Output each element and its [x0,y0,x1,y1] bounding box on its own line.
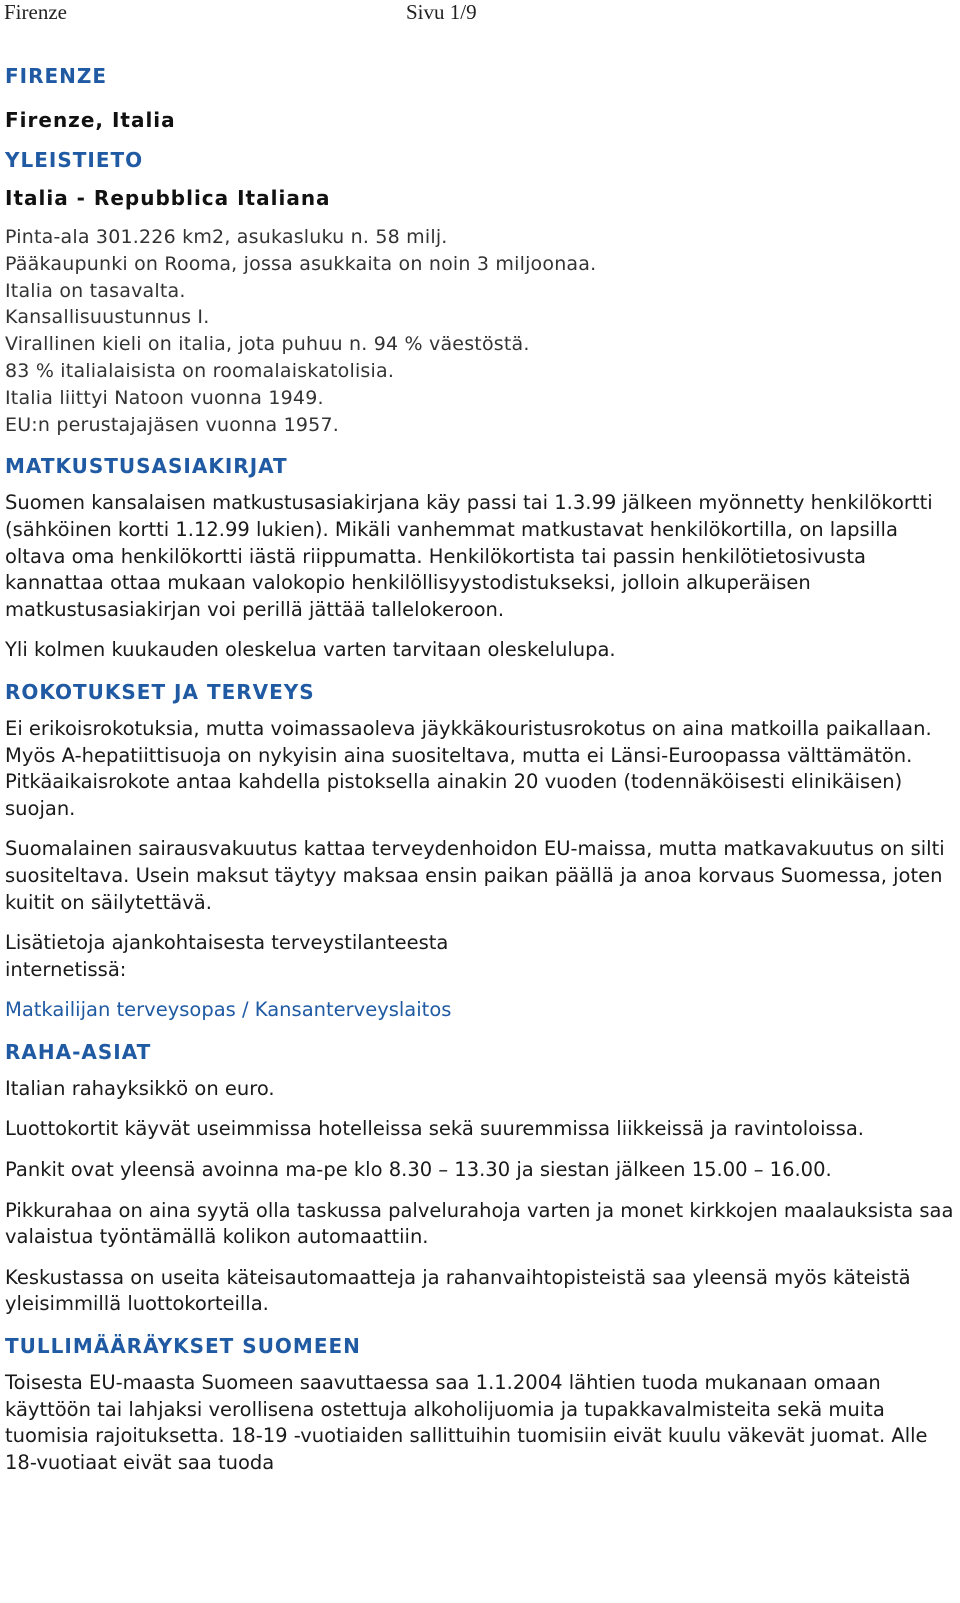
health-paragraph-3 [5,930,955,983]
travel-docs-paragraph-1: Suomen kansalaisen matkustusasiakirjana käy passi tai 1.3.99 jälkeen myönnetty henkilökortti (sähköinen kortti 1.12.99 lukien). Mikäli vanhemmat matkustavat henkilökortilla, on lapsilla oltava oma henkilökortti iästä riippumatta. Henkilökortista tai passin henkilötietosivusta kannattaa ottaa mukaan valokopio henkilöllisyystodistukseksi, jolloin alkuperäisen matkustusasiakirjan voi perillä jättää tallelokeroon. [5,491,933,621]
list-item: 83 % italialaisista on roomalaiskatolisia. [5,359,395,382]
document-title: Firenze [4,0,67,24]
health-info-line-2: internetissä: [5,957,127,981]
money-paragraph-1: Italian rahayksikkö on euro. [5,1076,275,1100]
list-item: Pinta-ala 301.226 km2, asukasluku n. 58 milj. [5,226,448,248]
health-paragraph-2: Suomalainen sairausvakuutus kattaa terveydenhoidon EU-maissa, mutta matkavakuutus on silti suositeltava. Usein maksut täytyy maksaa ensin paikan päällä ja anoa korvaus Suomessa, joten kuitit on säilytettävä. [5,837,945,914]
health-paragraph-1: Ei erikoisrokotuksia, mutta voimassaoleva jäykkäkouristusrokotus on aina matkoilla paikallaan. Myös A-hepatiittisuoja on nykyisin aina suositeltava, mutta ei Länsi-Euroopassa välttämätön. Pitkäaikaisrokote antaa kahdella pistoksella ainakin 20 vuoden (todennäköisesti elinikäisen) suojan. [5,716,932,820]
general-facts-list [5,224,955,438]
section-heading-money: RAHA-ASIAT [5,1039,152,1064]
customs-paragraph-1: Toisesta EU-maasta Suomeen saavuttaessa saa 1.1.2004 lähtien tuoda mukanaan omaan käyttöön tai lahjaksi verollisena ostettuja alkoholijuomia ja tupakkavalmisteita sekä muita tuomisia rajoituksetta. 18-19 -vuotiaiden sallittuihin tuomisiin eivät kuulu väkevät juomat. Alle 18-vuotiaat eivät saa tuoda [5,1371,928,1474]
section-heading-customs: TULLIMÄÄRÄYKSET SUOMEEN [5,1334,361,1359]
money-paragraph-2: Luottokortit käyvät useimmissa hotelleissa sekä suuremmissa liikkeissä ja ravintoloissa. [5,1117,864,1141]
section-heading-general: YLEISTIETO [5,148,144,172]
section-heading-travel-docs: MATKUSTUSASIAKIRJAT [5,454,288,479]
health-guide-link[interactable]: Matkailijan terveysopas / Kansanterveyslaitos [5,998,452,1022]
document-body [5,62,955,1476]
page-indicator: Sivu 1/9 [406,0,477,24]
page-title: FIRENZE [5,64,108,88]
money-paragraph-5: Keskustassa on useita käteisautomaatteja ja rahanvaihtopisteistä saa yleensä myös käteistä yleisimmillä luottokorteilla. [5,1265,911,1316]
list-item: EU:n perustajajäsen vuonna 1957. [5,413,339,436]
health-info-line-1: Lisätietoja ajankohtaisesta terveystilanteesta [5,931,449,955]
country-name: Italia - Repubblica Italiana [5,186,331,210]
money-paragraph-3: Pankit ovat yleensä avoinna ma-pe klo 8.30 – 13.30 ja siestan jälkeen 15.00 – 16.00. [5,1158,832,1182]
page-subtitle: Firenze, Italia [5,108,176,132]
page-header [0,0,960,28]
list-item: Virallinen kieli on italia, jota puhuu n. 94 % väestöstä. [5,333,530,356]
section-heading-health: ROKOTUKSET JA TERVEYS [5,679,315,704]
travel-docs-paragraph-2: Yli kolmen kuukauden oleskelua varten tarvitaan oleskelulupa. [5,638,616,662]
list-item: Pääkaupunki on Rooma, jossa asukkaita on noin 3 miljoonaa. [5,252,597,275]
list-item: Italia on tasavalta. [5,279,186,302]
list-item: Kansallisuustunnus I. [5,306,210,329]
list-item: Italia liittyi Natoon vuonna 1949. [5,386,324,409]
money-paragraph-4: Pikkurahaa on aina syytä olla taskussa palvelurahoja varten ja monet kirkkojen maalauksista saa valaistua työntämällä kolikon automaattiin. [5,1198,954,1249]
